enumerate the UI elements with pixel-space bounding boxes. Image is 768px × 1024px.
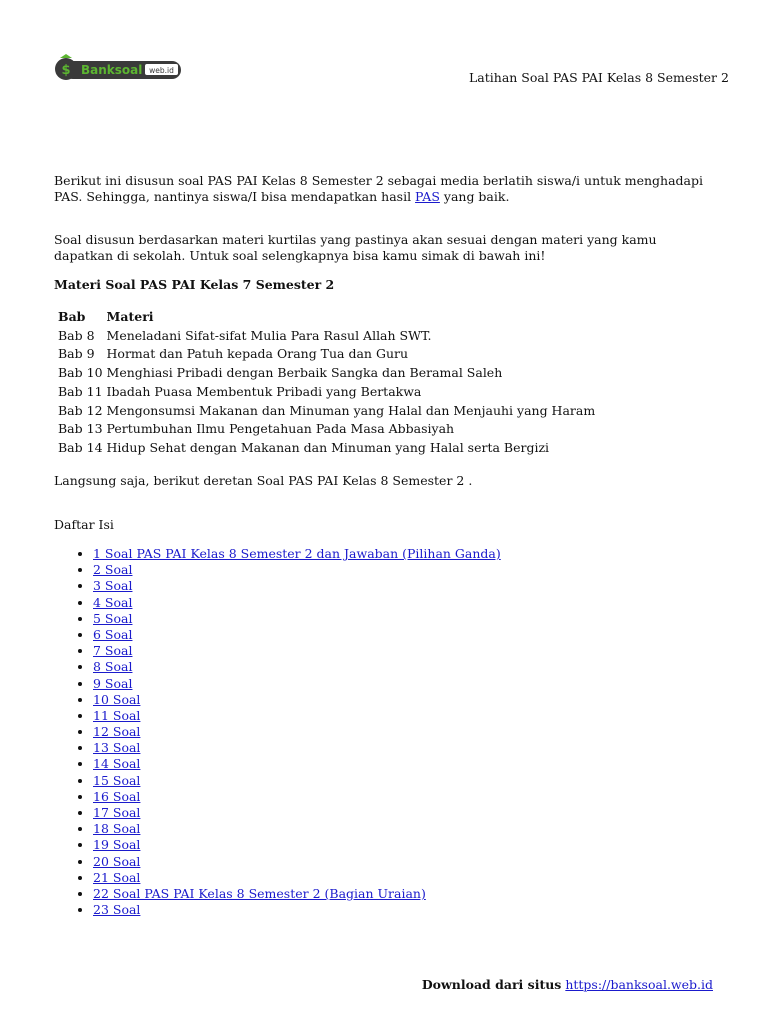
toc-link[interactable]: 9 Soal [93,675,133,691]
toc-item [93,611,501,627]
intro-text-end: yang baik. [439,189,510,204]
toc-item [93,870,501,886]
toc-link[interactable]: 21 Soal [93,869,141,885]
toc-item [93,756,501,772]
table-row [56,364,597,383]
logo-badge: web.id [149,66,174,75]
toc-link[interactable]: 13 Soal [93,740,141,756]
toc-item [93,724,501,740]
bab-cell: Bab 10 [58,365,103,381]
logo-text: Banksoal [81,63,143,77]
toc-link[interactable]: 7 Soal [93,643,133,659]
toc-link[interactable]: 8 Soal [93,659,133,675]
toc-item [93,854,501,870]
pas-link[interactable]: PAS [415,189,440,204]
toc-item [93,708,501,724]
toc-item [93,902,501,918]
column-header-bab: Bab [58,309,86,324]
toc-link[interactable]: 5 Soal [93,610,133,626]
toc-link[interactable]: 4 Soal [93,594,133,610]
toc-item [93,659,501,675]
footer [422,977,713,992]
toc-item [93,562,501,578]
materi-cell: Meneladani Sifat-sifat Mulia Para Rasul Allah SWT. [106,327,432,343]
toc-link[interactable]: 14 Soal [93,756,141,772]
bab-cell: Bab 11 [58,383,103,399]
bab-cell: Bab 9 [58,346,95,362]
materi-cell: Mengonsumsi Makanan dan Minuman yang Halal dan Menjauhi yang Haram [106,402,596,418]
toc-link[interactable]: 19 Soal [93,837,141,853]
toc-item [93,789,501,805]
toc-link[interactable]: 22 Soal PAS PAI Kelas 8 Semester 2 (Bagian Uraian) [93,885,426,901]
materi-cell: Pertumbuhan Ilmu Pengetahuan Pada Masa Abbasiyah [106,421,455,437]
intro-paragraph [54,173,714,205]
bab-cell: Bab 8 [58,327,95,343]
closing-text: Langsung saja, berikut deretan Soal PAS PAI Kelas 8 Semester 2 . [54,473,473,488]
banksoal-logo [54,53,182,81]
toc-item [93,805,501,821]
toc-link[interactable]: 20 Soal [93,853,141,869]
toc-list [54,546,501,918]
toc-item [93,821,501,837]
toc-link[interactable]: 23 Soal [93,902,141,918]
toc-item [93,740,501,756]
table-row [56,402,597,421]
table-header-row [56,308,597,327]
materi-cell: Hidup Sehat dengan Makanan dan Minuman yang Halal serta Bergizi [106,439,550,455]
toc-item [93,546,501,562]
toc-link[interactable]: 10 Soal [93,691,141,707]
toc-item [93,692,501,708]
table-row [56,383,597,402]
toc-item [93,578,501,594]
materi-table [56,308,597,458]
table-row [56,345,597,364]
toc-link[interactable]: 2 Soal [93,562,133,578]
toc-link[interactable]: 17 Soal [93,805,141,820]
toc-item [93,595,501,611]
toc-item [93,676,501,692]
bab-cell: Bab 12 [58,402,103,418]
intro-text: Berikut ini disusun soal PAS PAI Kelas 8 Semester 2 sebagai media berlatih siswa/i untuk menghadapi PAS. Sehingga, nantinya siswa/I bisa mendapatkan hasil [54,173,704,204]
materi-cell: Hormat dan Patuh kepada Orang Tua dan Guru [106,346,409,362]
materi-cell: Menghiasi Pribadi dengan Berbaik Sangka dan Beramal Saleh [106,365,503,381]
bab-cell: Bab 13 [58,421,103,437]
bab-cell: Bab 14 [58,439,103,455]
description-paragraph: Soal disusun berdasarkan materi kurtilas yang pastinya akan sesuai dengan materi yang kamu dapatkan di sekolah. Untuk soal selengkapnya bisa kamu simak di bawah ini! [54,232,657,263]
toc-link[interactable]: 1 Soal PAS PAI Kelas 8 Semester 2 dan Jawaban (Pilihan Ganda) [93,546,501,561]
toc-link[interactable]: 18 Soal [93,821,141,837]
toc-link[interactable]: 15 Soal [93,772,141,788]
toc-item [93,837,501,853]
materi-cell: Ibadah Puasa Membentuk Pribadi yang Bertakwa [106,383,422,399]
table-row [56,327,597,346]
table-row [56,439,597,458]
toc-link[interactable]: 6 Soal [93,626,133,642]
toc-item [93,643,501,659]
materi-heading: Materi Soal PAS PAI Kelas 7 Semester 2 [54,277,335,292]
table-row [56,420,597,439]
toc-item [93,773,501,789]
footer-label: Download dari situs [421,977,562,992]
svg-text:$: $ [61,63,71,78]
footer-link[interactable]: https://banksoal.web.id [565,977,713,992]
toc-link[interactable]: 3 Soal [93,578,133,594]
column-header-materi: Materi [106,309,154,324]
toc-item [93,627,501,643]
toc-link[interactable]: 16 Soal [93,788,141,804]
header-title: Latihan Soal PAS PAI Kelas 8 Semester 2 [469,70,729,85]
toc-title: Daftar Isi [54,517,114,532]
toc-link[interactable]: 12 Soal [93,724,141,740]
toc-item [93,886,501,902]
toc-link[interactable]: 11 Soal [93,707,141,723]
